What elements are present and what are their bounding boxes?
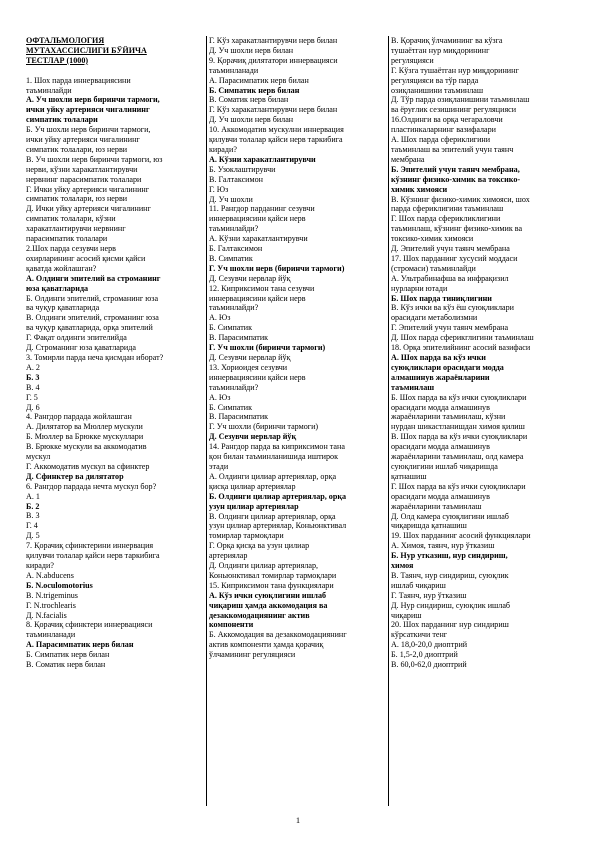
column-2 bbox=[206, 36, 388, 806]
text-line: Б. Шох парда ва кўз ички суюқликлари bbox=[391, 392, 527, 402]
text-line: нурдан шикастланишдан химоя қилиш bbox=[391, 422, 525, 432]
text-line: симпатик толалари, кўзни bbox=[26, 214, 116, 224]
text-line: Д. Сезувчи нервлар йўқ bbox=[209, 432, 297, 442]
text-line: озиқланишини таъминлаш bbox=[391, 85, 484, 95]
text-line: Г. Орқа қисқа ва узун цилиар bbox=[209, 541, 310, 551]
text-line: 6. Рангдор пардада нечта мускул бор? bbox=[26, 481, 157, 491]
text-line: таъминланади bbox=[209, 65, 259, 75]
text-line: парасимпатик толалари bbox=[26, 234, 108, 244]
text-line: таъминлаш ва эпителий учун таянч bbox=[391, 144, 514, 154]
page-number: 1 bbox=[295, 815, 301, 825]
text-line: иннервациясини қайси нерв bbox=[209, 372, 306, 382]
text-line: А. Олдинги цилиар артериялар, орқа bbox=[209, 471, 337, 481]
text-line: симпатик толалари, юз нерви bbox=[26, 144, 128, 154]
text-line: В. 4 bbox=[26, 382, 40, 392]
text-line: В. 60,0-62,0 диоптрий bbox=[391, 660, 467, 670]
text-line: Б. N.oculomotorius bbox=[26, 580, 93, 590]
text-line: артериялар bbox=[209, 551, 248, 561]
text-line: харакатлантирувчи нервнинг bbox=[26, 224, 126, 234]
text-line: 4. Рангдор пардада жойлашган bbox=[26, 412, 132, 422]
text-line: қилувчи толалар қайси нерв таркибига bbox=[26, 551, 160, 561]
text-line: Г. 4 bbox=[26, 521, 38, 531]
text-line: Д. Сезувчи нервлар йўқ bbox=[209, 353, 291, 362]
text-line: қилувчи толалар қайси нерв таркибига bbox=[209, 135, 343, 145]
column-1 bbox=[24, 36, 206, 806]
text-line: Д. Шох парда сферикглигини таъминлаш bbox=[391, 333, 534, 343]
text-line: МУТАХАССИСЛИГИ БЎЙИЧА bbox=[26, 45, 147, 55]
text-line: 9. Қорачиқ дилятатори иннервацияси bbox=[209, 55, 338, 65]
text-line: Г. Фақат олдинги эпителийда bbox=[26, 333, 127, 343]
text-line: парда сфериклигини таъминлаш bbox=[391, 204, 504, 214]
text-line: ички уйку артерияси чигалининг bbox=[26, 135, 140, 145]
text-line: А. Олдинги эпителий ва строманинг bbox=[26, 273, 161, 283]
text-line: А. 2 bbox=[26, 362, 40, 372]
text-line: химик химояси bbox=[391, 184, 448, 194]
text-line: 1. Шох парда иннервациясини bbox=[26, 75, 131, 85]
text-line: дезаккомодациянинг актив bbox=[209, 610, 310, 620]
text-line: чиқариш ҳамда аккомодация ва bbox=[209, 600, 328, 610]
text-line: Г. Шох парда ва кўз ички суюқликлари bbox=[391, 481, 526, 491]
text-line: В. Галтаксимон bbox=[209, 174, 264, 184]
text-line: В. Брюкке мускули ва аккомодатив bbox=[26, 442, 147, 452]
text-line: А. Юз bbox=[209, 392, 231, 402]
text-line: В. Симпатик bbox=[209, 253, 253, 263]
text-line: киради? bbox=[209, 144, 237, 154]
text-line: Б. Симпатик нерв билан bbox=[209, 85, 300, 95]
text-line: 3. Томирли парда неча қисмдан иборат? bbox=[26, 352, 164, 362]
text-line: А. Парасимпатик нерв билан bbox=[209, 75, 309, 85]
text-line: А. Шох парда сфериклигини bbox=[391, 135, 491, 145]
text-line: В. Шох парда ва кўз ички суюқликлари bbox=[391, 432, 528, 442]
text-line: 12. Киприксимон тана сезувчи bbox=[209, 283, 315, 293]
text-line: Д. 6 bbox=[26, 402, 40, 412]
document-page bbox=[24, 36, 573, 806]
text-line: Д. Уч шохли нерв билан bbox=[209, 45, 294, 55]
text-line: мускул bbox=[26, 452, 51, 462]
text-line: токсико-химик химояси bbox=[391, 234, 474, 244]
text-line: Д. Сфинктер ва дилятатор bbox=[26, 471, 124, 481]
text-line: В. Соматик нерв билан bbox=[26, 660, 106, 670]
text-line: Коньюнктивал томирлар тармоқлари bbox=[209, 570, 337, 580]
text-line: таъминлаш bbox=[391, 382, 435, 392]
text-line: В. Кўз ички ва кўз ёш суюқликлари bbox=[391, 303, 515, 313]
text-line: Б. Уч шохли нерв биринчи тармоги, bbox=[26, 125, 151, 135]
text-line: таъминлаш, кўзнинг физико-химик ва bbox=[391, 224, 523, 234]
text-line: А. Кўзни харакатлантирувчи bbox=[209, 234, 308, 244]
text-line: этади bbox=[209, 461, 229, 471]
text-line: 13. Хориоидея сезувчи bbox=[209, 362, 288, 372]
text-line: В. Олдинги цилиар артериялар, орқа bbox=[209, 511, 336, 521]
text-line: Д. Тўр парда озиқланишини таъминлаш bbox=[391, 95, 530, 105]
text-line: В. Парасимпатик bbox=[209, 333, 269, 343]
text-line: актив компоненти ҳамда қорачиқ bbox=[209, 640, 324, 650]
text-line: Б. 3 bbox=[26, 372, 40, 382]
text-line: Г. Уч шохли (биринчи тармоги) bbox=[209, 422, 319, 432]
text-line: таъминлайди bbox=[26, 85, 72, 95]
text-line: (стромаси) таъминлайди bbox=[391, 263, 476, 273]
text-line: 15. Киприксимон тана функциялари bbox=[209, 580, 334, 590]
text-line: Б. Эпителий учун таянч мембрана, bbox=[391, 164, 520, 174]
text-line: А. 1 bbox=[26, 491, 40, 501]
text-line: Г. Кўз харакатлантирувчи нерв билан bbox=[209, 36, 338, 45]
text-line: А. 18,0-20,0 диоптрий bbox=[391, 640, 468, 650]
text-line: иннервациясини қайси нерв bbox=[209, 293, 306, 303]
text-line: юза қаватларида bbox=[26, 283, 89, 293]
text-line: А. Кўз ички суюқлигини ишлаб bbox=[209, 590, 327, 600]
text-line: регуляцияси bbox=[391, 55, 434, 65]
text-line: Д. 5 bbox=[26, 531, 40, 541]
text-line: Б. Нур утказиш, нур синдириш, bbox=[391, 551, 508, 561]
text-line: Б. Симпатик bbox=[209, 323, 253, 333]
text-line: А. Юз bbox=[209, 313, 231, 323]
text-line: Г. Уч шохли нерв (биринчи тармоги) bbox=[209, 263, 345, 273]
text-line: жараёнларини таъминлаш bbox=[391, 501, 482, 511]
text-line: 14. Рангдор парда ва киприксимон тана bbox=[209, 442, 345, 452]
text-line: 11. Рангдор парданинг сезувчи bbox=[209, 204, 315, 214]
text-line: қон билан таъминланишида иштирок bbox=[209, 452, 339, 462]
text-line: В. Кўзнинг физико-химик химояси, шох bbox=[391, 194, 530, 204]
text-line: 16.Олдинги ва орқа чегараловчи bbox=[391, 115, 503, 125]
text-line: В. Парасимпатик bbox=[209, 412, 269, 422]
text-line: нурларни ютади bbox=[391, 283, 448, 293]
text-line: орасидаги модда алмашинув bbox=[391, 442, 490, 452]
text-line: А. Ультрабинафша ва инфрақизил bbox=[391, 273, 509, 283]
text-line: узун цилиар артериялар, Коньюнктивал bbox=[209, 521, 347, 531]
text-line: 17. Шох парданинг хусусий моддаси bbox=[391, 253, 518, 263]
text-line: 10. Аккомодатив мускулни иннервация bbox=[209, 125, 344, 135]
text-line: В. 3 bbox=[26, 511, 40, 521]
text-line: таъминлайди? bbox=[209, 224, 259, 234]
text-line: химоя bbox=[391, 561, 414, 571]
text-line: Д. Строманинг юза қаватларида bbox=[26, 343, 136, 353]
text-line: Б. Симпатик bbox=[209, 402, 253, 412]
text-line: Б. Симпатик нерв билан bbox=[26, 650, 110, 660]
text-line: симпатик толалари bbox=[26, 115, 98, 125]
text-line: Г. N.trochlearis bbox=[26, 600, 76, 610]
text-line: жараёнларини таъминлаш, олд камера bbox=[391, 452, 524, 462]
text-line: мембрана bbox=[391, 154, 425, 164]
text-line: Д. Нур синдириш, суюқлик ишлаб bbox=[391, 600, 511, 610]
text-line: ва чуқур қаватларида, орқа эпителий bbox=[26, 323, 153, 333]
text-line: В. N.trigeminus bbox=[26, 590, 78, 600]
text-line: А. Кўзни харакатлантирувчи bbox=[209, 154, 316, 164]
text-line: киради? bbox=[26, 561, 54, 571]
text-line: тушаётган нур миқдорининг bbox=[391, 45, 490, 55]
text-line: В. Қорачиқ ўлчамининг ва кўзга bbox=[391, 36, 503, 45]
text-line: суюқлигини ишлаб чиқаришда bbox=[391, 461, 498, 471]
text-line: кўрсаткичи тенг bbox=[391, 630, 448, 640]
text-line: иннервациясини қайси нерв bbox=[209, 214, 306, 224]
text-line: таъминлайди? bbox=[209, 382, 259, 392]
text-line: жараёнларини таъминлаш, кўзни bbox=[391, 412, 506, 422]
text-line: таъминланади bbox=[26, 630, 76, 640]
text-line: Д. Олд камера суюқлигини ишлаб bbox=[391, 511, 509, 521]
text-line: ва ёруғлик сезишининг регуляцияси bbox=[391, 105, 517, 115]
text-line: орасидаги метаболизмни bbox=[391, 313, 478, 323]
text-line: В. Уч шохли нерв биринчи тармоги, юз bbox=[26, 154, 163, 164]
text-line: Д. Уч шохли нерв билан bbox=[209, 115, 294, 125]
text-line: Б. Аккомодация ва дезаккомодациянинг bbox=[209, 630, 347, 640]
text-line: Г. 5 bbox=[26, 392, 38, 402]
text-line: 2.Шох парда сезувчи нерв bbox=[26, 244, 116, 254]
text-line: ички уйку артерияси чигалининг bbox=[26, 105, 150, 115]
text-line: В. Соматик нерв билан bbox=[209, 95, 289, 105]
text-line: орасидаги модда алмашинув bbox=[391, 491, 490, 501]
text-line: томирлар тармоқлари bbox=[209, 531, 284, 541]
text-line: Б. Олдинги эпителий, строманинг юза bbox=[26, 293, 159, 303]
text-line: А. Химоя, таянч, нур ўтказиш bbox=[391, 541, 495, 551]
text-line: В. Таянч, нур синдириш, суюқлик bbox=[391, 570, 509, 580]
text-line: Б. Галтаксимон bbox=[209, 244, 263, 254]
text-line: А. Уч шохли нерв биринчи тармоги, bbox=[26, 95, 160, 105]
text-line: Б. Олдинги цилиар артериялар, орқа bbox=[209, 491, 347, 501]
text-line: чиқаришда қатнашиш bbox=[391, 521, 467, 531]
text-line: 8. Қорачиқ сфинктери иннервацияси bbox=[26, 620, 153, 630]
column-3 bbox=[388, 36, 573, 806]
text-line: кўзнинг физико-химик ва токсико- bbox=[391, 174, 521, 184]
text-line: Д. Эпителий учун таянч мембрана bbox=[391, 244, 510, 254]
text-line: орасидаги модда алмашинув bbox=[391, 402, 490, 412]
text-line: симпатик толалари, юз нерви bbox=[26, 194, 128, 204]
text-line: 18. Орқа эпителийнинг асосий вазифаси bbox=[391, 343, 531, 353]
text-line: алмашинув жараёнларини bbox=[391, 372, 490, 382]
text-line: нервнинг парасимпатик толалари bbox=[26, 174, 142, 184]
text-line: Д. N.facialis bbox=[26, 610, 67, 620]
text-line: ОФТАЛЬМОЛОГИЯ bbox=[26, 36, 105, 45]
text-line: 7. Қорачиқ сфинктерини иннервация bbox=[26, 541, 154, 551]
text-line: Б. Шох парда тиниқлигини bbox=[391, 293, 492, 303]
text-line: 20. Шох парданинг нур синдириш bbox=[391, 620, 509, 630]
text-line: суюқликлари орасидаги модда bbox=[391, 362, 504, 372]
text-line: Б. Мюллер ва Брюкке мускуллари bbox=[26, 432, 144, 442]
text-line: охирларининг асосий қисми қайси bbox=[26, 253, 146, 263]
text-line: Г. Таянч, нур ўтказиш bbox=[391, 590, 467, 600]
text-line: регуляцияси ва тўр парда bbox=[391, 75, 479, 85]
text-line: А. Парасимпатик нерв билан bbox=[26, 640, 134, 650]
text-line: қаватда жойлашган? bbox=[26, 263, 97, 273]
text-line: Г. Кўзга тушаётган нур миқдорининг bbox=[391, 65, 519, 75]
text-line: А. N.abducens bbox=[26, 570, 74, 580]
text-line: ва чуқур қаватларида bbox=[26, 303, 100, 313]
text-line: ишлаб чиқариш bbox=[391, 580, 446, 590]
text-line: Д. Уч шохли bbox=[209, 194, 253, 204]
text-line: Г. Аккомодатив мускул ва сфинктер bbox=[26, 461, 150, 471]
text-line: Б. 1,5-2,0 диоптрий bbox=[391, 650, 458, 660]
text-line: А. Шох парда ва кўз ички bbox=[391, 353, 486, 362]
text-line: Г. Ички уйку артерияси чигалининг bbox=[26, 184, 150, 194]
line-spacer bbox=[26, 66, 204, 76]
text-line: Г. Уч шохли (биринчи тармоги) bbox=[209, 343, 326, 353]
text-line: қатнашиш bbox=[391, 471, 427, 481]
text-line: нерви, кўзни харакатлантирувчи bbox=[26, 164, 138, 174]
text-line: Д. Ички уйку артерияси чигалининг bbox=[26, 204, 151, 214]
text-line: В. Олдинги эпителий, строманинг юза bbox=[26, 313, 159, 323]
text-line: ТЕСТЛАР (1000) bbox=[26, 55, 89, 65]
text-line: таъминлайди? bbox=[209, 303, 259, 313]
text-line: узун цилиар артериялар bbox=[209, 501, 299, 511]
text-line: пластинкаларнинг вазифалари bbox=[391, 125, 496, 135]
text-line: Б. 2 bbox=[26, 501, 40, 511]
text-line: 19. Шох парданинг асосий функциялари bbox=[391, 531, 531, 541]
text-line: Д. Олдинги цилиар артериялар, bbox=[209, 561, 319, 571]
text-line: ўлчамининг регуляцияси bbox=[209, 650, 296, 660]
text-line: Г. Юз bbox=[209, 184, 229, 194]
text-line: Г. Шох парда сферикликлигини bbox=[391, 214, 501, 224]
text-line: Г. Кўз харакатлантирувчи нерв билан bbox=[209, 105, 338, 115]
text-line: қисқа цилиар артериялар bbox=[209, 481, 296, 491]
text-line: компоненти bbox=[209, 620, 254, 630]
text-line: Г. Эпителий учун таянч мембрана bbox=[391, 323, 509, 333]
text-line: Д. Сезувчи нервлар йўқ bbox=[209, 273, 291, 283]
text-line: А. Дилятатор ва Мюллер мускули bbox=[26, 422, 143, 432]
text-line: чиқариш bbox=[391, 610, 422, 620]
text-line: Б. Узоклаштирувчи bbox=[209, 164, 276, 174]
